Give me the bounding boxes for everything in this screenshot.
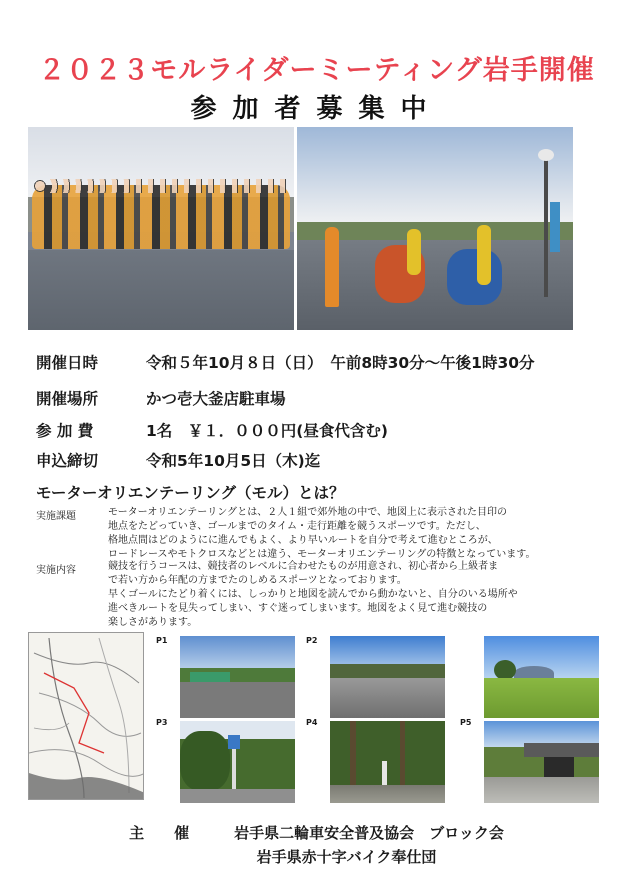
checkpoint-photo-p2 bbox=[330, 636, 445, 718]
info-label: 申込締切 bbox=[36, 452, 99, 470]
info-row-venue bbox=[36, 387, 286, 409]
info-row-deadline bbox=[36, 449, 320, 471]
info-value: 令和5年10月5日（木)迄 bbox=[146, 452, 321, 470]
organizer-line: 主 催 岩手県二輪車安全普及協会 ブロック会 bbox=[129, 824, 504, 842]
photo-label-p3: P3 bbox=[156, 718, 168, 727]
riders-photo bbox=[297, 127, 573, 330]
desc-line: 地点をたどっていき、ゴールまでのタイム・走行距離を競うスポーツです。ただし、 bbox=[108, 521, 486, 532]
info-row-fee bbox=[36, 419, 388, 441]
desc-label: 実施内容 bbox=[36, 565, 76, 576]
desc-line: ロードレースやモトクロスなどとは違う、モーターオリエンテーリングの特徴となっています。 bbox=[108, 549, 536, 560]
desc-line: 早くゴールにたどり着くには、しっかりと地図を読んでから動かないと、自分のいる場所や bbox=[108, 589, 518, 600]
desc-text bbox=[108, 560, 600, 630]
info-value: かつ壱大釜店駐車場 bbox=[146, 390, 286, 408]
photo-label-p5: P5 bbox=[460, 718, 472, 727]
photo-label-p1: P1 bbox=[156, 636, 168, 645]
checkpoint-photo-p1 bbox=[180, 636, 295, 718]
desc-line: で若い方から年配の方までたのしめるスポーツとなっております。 bbox=[108, 575, 407, 586]
info-label: 参 加 費 bbox=[36, 422, 94, 440]
photo-label-p4: P4 bbox=[306, 718, 318, 727]
poster-title: ２０２３モルライダーミーティング岩手開催 bbox=[38, 55, 595, 86]
info-value: 令和５年10月８日（日） 午前8時30分～午後1時30分 bbox=[146, 354, 535, 372]
desc-text bbox=[108, 506, 600, 562]
route-map-lines bbox=[29, 633, 144, 800]
desc-line: 競技を行うコースは、競技者のレベルに合わせたものが用意され、初心者から上級者ま bbox=[108, 561, 499, 572]
checkpoint-photo-extra bbox=[484, 636, 599, 718]
info-row-datetime bbox=[36, 351, 535, 373]
info-label: 開催場所 bbox=[36, 390, 99, 408]
photo-label-p2: P2 bbox=[306, 636, 318, 645]
desc-line: 進べきルートを見失ってしまい、すぐ迷ってしまいます。地図をよく見て進む競技の bbox=[108, 603, 488, 614]
checkpoint-photo-p5 bbox=[484, 721, 599, 803]
group-photo bbox=[28, 127, 294, 330]
info-label: 開催日時 bbox=[36, 354, 99, 372]
desc-line: モーターオリエンテーリングとは、２人１組で郊外地の中で、地図上に表示された目印の bbox=[108, 507, 507, 518]
route-map bbox=[28, 632, 144, 800]
desc-label: 実施課題 bbox=[36, 511, 76, 522]
desc-line: 楽しさがあります。 bbox=[108, 617, 198, 628]
section-title: モーターオリエンテーリング（モル）とは？ bbox=[36, 484, 345, 502]
organizer-line-2: 岩手県赤十字バイク奉仕団 bbox=[256, 848, 437, 866]
checkpoint-photo-p4 bbox=[330, 721, 445, 803]
desc-line: 格地点間はどのようにに進んでもよく、より早いルートを自分で考えて進むところが、 bbox=[108, 535, 498, 546]
info-value: 1名 ￥１．０００円(昼食代含む) bbox=[146, 422, 388, 440]
checkpoint-photo-p3 bbox=[180, 721, 295, 803]
poster-subtitle: 参加者募集中 bbox=[190, 94, 443, 124]
